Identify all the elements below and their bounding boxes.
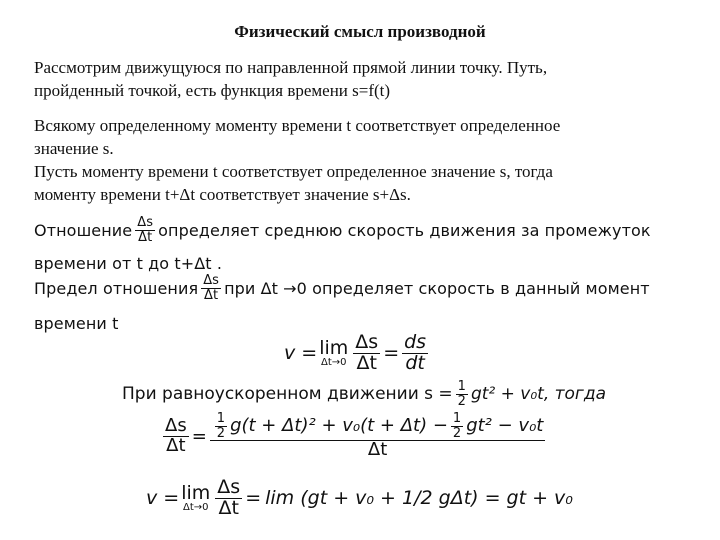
fraction-denominator: Δt <box>138 229 153 245</box>
fraction-numerator: 1 <box>457 379 466 394</box>
uniform-acceleration-line <box>122 380 606 408</box>
fraction-numerator: 1 <box>452 411 462 426</box>
half-fraction <box>451 412 463 440</box>
uniform-tail: gt² + v₀t, тогда <box>470 384 607 405</box>
fraction-numerator: 1 <box>216 411 226 426</box>
paragraph-3-line-2: моменту времени t+Δt соответствует значение s+Δs. <box>34 185 411 204</box>
limit-subscript: Δt→0 <box>321 356 347 368</box>
eq2-numerator <box>210 412 546 441</box>
equals-sign: = <box>191 425 207 447</box>
velocity-derivative-equation <box>284 333 431 374</box>
fraction-denominator: dt <box>405 351 425 374</box>
limit-line-2: времени t <box>34 314 119 333</box>
limit-line <box>34 274 650 302</box>
eq1-fraction-derivative <box>402 333 428 374</box>
paragraph-2-line-2: значение s. <box>34 139 114 158</box>
uniform-text: При равноускоренном движении s = <box>122 384 453 405</box>
fraction-numerator: Δs <box>203 273 220 288</box>
fraction-denominator: 2 <box>452 425 462 441</box>
velocity-result-equation <box>146 478 573 519</box>
eq2-denominator: Δt <box>367 439 388 461</box>
eq1-v: v = <box>284 342 318 365</box>
eq2-numerator-text: g(t + Δt)² + v₀(t + Δt) − <box>230 414 448 436</box>
fraction-denominator: Δt <box>204 287 219 303</box>
eq1-limit <box>319 336 349 368</box>
fraction-numerator: Δs <box>355 331 379 353</box>
limit-post-text: при Δt →0 определяет скорость в данный момент <box>224 278 650 298</box>
fraction-numerator: Δs <box>137 215 154 230</box>
fraction-denominator: Δt <box>356 351 377 374</box>
ratio-line <box>34 216 651 244</box>
equals-sign: = <box>383 342 400 365</box>
fraction-denominator: 2 <box>457 393 466 409</box>
fraction-numerator: ds <box>404 331 427 353</box>
fraction-numerator: Δs <box>217 476 241 498</box>
eq3-v: v = <box>146 487 180 510</box>
equals-sign: = <box>245 487 262 510</box>
limit-fraction <box>201 274 221 302</box>
half-fraction <box>456 380 468 408</box>
limit-subscript: Δt→0 <box>183 501 209 513</box>
ratio-pre-text: Отношение <box>34 220 133 240</box>
fraction-denominator: Δt <box>218 496 239 519</box>
eq3-fraction <box>215 478 242 519</box>
fraction-numerator: Δs <box>165 414 187 436</box>
eq2-right-fraction <box>210 412 546 460</box>
limit-operator: lim <box>319 336 349 359</box>
paragraph-3-line-1: Пусть моменту времени t соответствует определенное значение s, тогда <box>34 162 553 181</box>
half-fraction <box>215 412 227 440</box>
paragraph-1-line-2: пройденный точкой, есть функция времени s=f(t) <box>34 81 391 100</box>
paragraph-2-line-1: Всякому определенному моменту времени t соответствует определенное <box>34 116 561 135</box>
eq2-left-fraction <box>163 414 189 456</box>
difference-quotient-equation <box>160 412 548 460</box>
ratio-post-text: определяет среднюю скорость движения за промежуток <box>158 220 651 240</box>
eq3-result: lim (gt + v₀ + 1/2 gΔt) = gt + v₀ <box>265 487 573 510</box>
limit-pre-text: Предел отношения <box>34 278 199 298</box>
eq2-numerator-tail: gt² − v₀t <box>466 414 544 436</box>
eq1-fraction-delta <box>353 333 380 374</box>
ratio-line-2: времени от t до t+Δt . <box>34 254 223 273</box>
eq3-limit <box>181 481 211 513</box>
fraction-denominator: 2 <box>216 425 226 441</box>
paragraph-1-line-1: Рассмотрим движущуюся по направленной прямой линии точку. Путь, <box>34 58 548 77</box>
fraction-denominator: Δt <box>166 434 186 456</box>
limit-operator: lim <box>181 481 211 504</box>
ratio-fraction <box>135 216 155 244</box>
page-title: Физический смысл производной <box>234 22 486 41</box>
